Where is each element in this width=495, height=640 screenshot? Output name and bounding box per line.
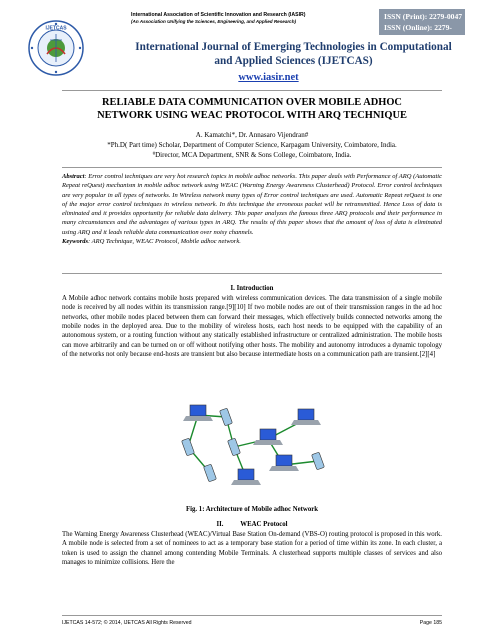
- figure-caption: Fig. 1: Architecture of Mobile adhoc Network: [185, 506, 319, 513]
- journal-logo: [28, 20, 84, 76]
- footer-divider: [62, 615, 442, 616]
- laptop-icon: [291, 409, 321, 425]
- footer-copyright: IJETCAS 14-572; © 2014, IJETCAS All Rights Reserved: [62, 620, 192, 626]
- laptop-icon: [231, 469, 261, 485]
- abstract: Abstract: Error control techniques are very hot research topics in mobile adhoc networks. This paper deals with Performance of ARQ (Automatic Repeat reQuest) mechanism in mobile adhoc network using WEAC (Warning Energy Awareness Clusterhead) Protocol. Error control techniques are very popular in all types of networks. In Wireless network many types of Error control techniques are used. Automatic Repeat reQuest is one of the major error control techniques in wireless network. In this technique the erroneous packet will be retransmitted. Hence Loss of data is eliminated and it provides opportunity for reliable data delivery. This paper analyzes the famous three ARQ protocols and their performance in many circumstances and the advantages of various types in ARQ. The results of this paper shows that the amount of loss of data is eliminated using ARQ and it leads reliable data communication over noisy channels. Keywords: ARQ Technique, WEAC Protocol, Mobile adhoc network.: [62, 173, 442, 246]
- abstract-bottom-divider: [62, 273, 442, 274]
- abstract-top-divider: [62, 167, 442, 168]
- journal-name: International Journal of Emerging Technologies in Computational and Applied Sciences (IJETCAS): [135, 41, 452, 67]
- section-1-body: A Mobile adhoc network contains mobile hosts prepared with wireless communication devices. The data transmission of a single mobile node is received by all nodes within its transmission range.[9][10] If two mobile nodes are out of their transmission ranges in the ad hoc networks, other mobile nodes placed between them can forward their messages, which effectively builds connected networks among the mobile nodes in the deployed area. Due to the mobility of wireless hosts, each host needs to be equipped with the capability of an autonomous system, or a routing function without any statically established infrastructure or centralized administration. The mobile hosts can move arbitrarily and can be turned on or off without notifying other hosts. The mobility and autonomy introduces a dynamic topology of the networks not only because end-hosts are transient but also because intermediate hosts on a communication path are transient.[2][4]: [62, 295, 442, 359]
- mobile-phone-icon: [182, 438, 195, 456]
- laptop-icon: [183, 405, 213, 421]
- page-footer: [62, 620, 442, 626]
- mobile-phone-icon: [220, 408, 233, 426]
- section-2-body: The Warning Energy Awareness Clusterhead (WEAC)/Virtual Base Station On-demand (VBS-O) routing protocol is proposed in this work. A mobile node is selected from a set of nominees to act as a temporary base station for a period of time within its zone. In each cluster, a token is used to assign the channel among contending Mobile Terminals. A clusterhead supports multiple classes of services and also manages to minimize collisions. Here the: [62, 531, 442, 567]
- svg-text:IJETCAS: IJETCAS: [45, 25, 67, 32]
- association-header: International Association of Scientific Innovation and Research (IASIR) (An Association Unifying the Sciences, Engineering, and Applied Research): [131, 12, 306, 24]
- journal-website-link[interactable]: www.iasir.net: [238, 72, 299, 83]
- header-divider: [62, 90, 442, 91]
- section-2-heading: II. WEAC Protocol: [216, 521, 288, 528]
- author-block: A. Kamatchi*, Dr. Annasaro Vijendran# *Ph.D( Part time) Scholar, Department of Computer Science, Karpagam University, Coimbatore, India. #Director, MCA Department, SNR & Sons College, Coimbatore, India.: [107, 131, 397, 159]
- page-number: Page 185: [419, 620, 442, 626]
- paper-title: RELIABLE DATA COMMUNICATION OVER MOBILE ADHOC NETWORK USING WEAC PROTOCOL WITH ARQ TECHNIQUE: [97, 97, 407, 121]
- mobile-phone-icon: [204, 464, 217, 482]
- mobile-phone-icon: [312, 452, 325, 470]
- issn-box: ISSN (Print): 2279-0047 ISSN (Online): 2279-0055: [379, 9, 465, 35]
- laptop-icon: [269, 455, 299, 471]
- mobile-phone-icon: [228, 438, 241, 456]
- laptop-icon: [253, 429, 283, 445]
- section-1-heading: I. Introduction: [230, 285, 274, 292]
- manet-architecture-figure: [168, 395, 334, 493]
